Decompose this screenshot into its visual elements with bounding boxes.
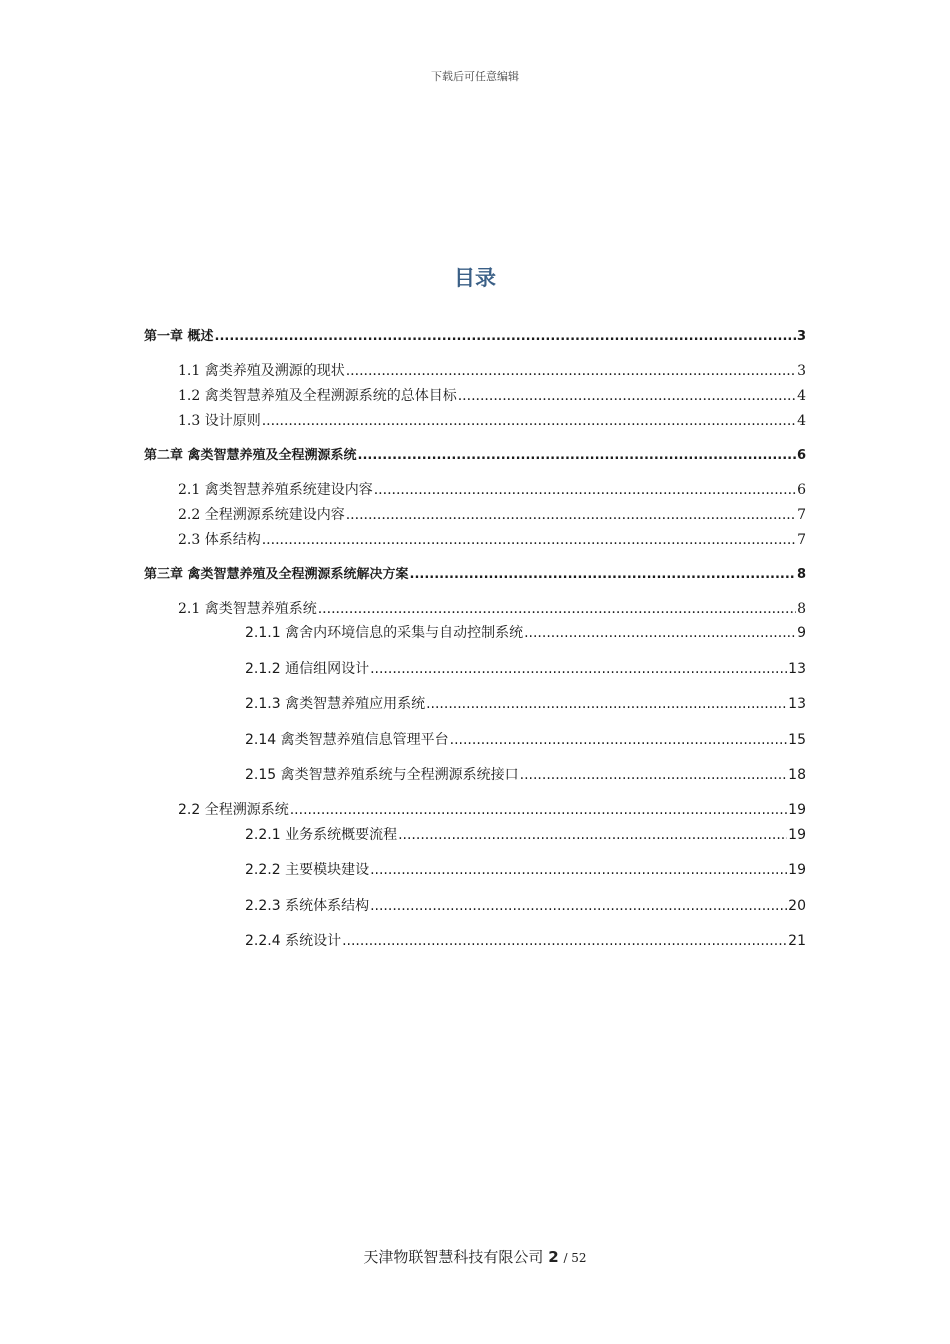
toc-leader-dots: [370, 661, 787, 677]
toc-entry-label: 2.2.2 主要模块建设: [245, 862, 370, 878]
toc-entry-2-2-1[interactable]: [245, 824, 806, 844]
toc-leader-dots: [458, 388, 796, 404]
toc-entry-label: 2.1 禽类智慧养殖系统: [178, 601, 317, 617]
toc-entry-page: 19: [788, 802, 806, 818]
toc-leader-dots: [370, 898, 787, 914]
toc-entry-page: 4: [797, 388, 806, 404]
toc-title: 目录: [454, 266, 496, 290]
toc-leader-dots: [358, 448, 796, 463]
toc-leader-dots: [262, 532, 796, 548]
toc-entry-page: 20: [788, 898, 806, 914]
toc-entry-page: 3: [797, 363, 806, 379]
toc-leader-dots: [450, 732, 788, 748]
toc-entry-3-2-2[interactable]: [178, 799, 806, 819]
toc-leader-dots: [262, 413, 796, 429]
toc-entry-label: 第二章 禽类智慧养殖及全程溯源系统: [144, 448, 357, 463]
toc-leader-dots: [346, 363, 796, 379]
toc-entry-label: 第一章 概述: [144, 329, 214, 344]
toc-entry-label: 1.1 禽类养殖及溯源的现状: [178, 363, 345, 379]
toc-entry-page: 4: [797, 413, 806, 429]
toc-entry-1-3[interactable]: [178, 410, 806, 430]
toc-entry-label: 2.1 禽类智慧养殖系统建设内容: [178, 482, 373, 498]
toc-entry-page: 8: [796, 567, 806, 582]
toc-entry-label: 2.15 禽类智慧养殖系统与全程溯源系统接口: [245, 767, 519, 783]
toc-entry-2-3[interactable]: [178, 529, 806, 549]
toc-entry-2-14[interactable]: [245, 729, 806, 749]
toc-entry-label: 2.1.2 通信组网设计: [245, 661, 370, 677]
toc-entry-label: 2.14 禽类智慧养殖信息管理平台: [245, 732, 449, 748]
footer-company: 天津物联智慧科技有限公司: [363, 1248, 544, 1266]
toc-entry-2-1[interactable]: [178, 479, 806, 499]
toc-entry-label: 第三章 禽类智慧养殖及全程溯源系统解决方案: [144, 567, 409, 582]
toc-entry-2-15[interactable]: [245, 764, 806, 784]
toc-entry-page: 9: [797, 625, 806, 641]
toc-leader-dots: [290, 802, 787, 818]
toc-leader-dots: [374, 482, 796, 498]
toc-leader-dots: [426, 696, 787, 712]
toc-leader-dots: [318, 601, 796, 617]
toc-entry-2-1-3[interactable]: [245, 693, 806, 713]
toc-entry-1-2[interactable]: [178, 385, 806, 405]
toc-entry-label: 2.2.1 业务系统概要流程: [245, 827, 398, 843]
toc-entry-chapter-2[interactable]: [144, 444, 806, 463]
toc-entry-1-1[interactable]: [178, 360, 806, 380]
toc-entry-page: 6: [796, 448, 806, 463]
toc-leader-dots: [410, 567, 796, 582]
toc-entry-2-2-4[interactable]: [245, 930, 806, 950]
page-footer: [0, 1246, 950, 1267]
toc-leader-dots: [520, 767, 788, 783]
header-note: 下载后可任意编辑: [431, 70, 519, 83]
toc-entry-page: 18: [788, 767, 806, 783]
toc-entry-label: 2.1.1 禽舍内环境信息的采集与自动控制系统: [245, 625, 524, 641]
toc-entry-page: 7: [797, 507, 806, 523]
toc-entry-page: 13: [788, 696, 806, 712]
toc-entry-2-1-1[interactable]: [245, 622, 806, 642]
footer-total-pages: / 52: [563, 1251, 587, 1265]
toc-leader-dots: [346, 507, 796, 523]
toc-entry-page: 3: [796, 329, 806, 344]
toc-entry-label: 2.2.3 系统体系结构: [245, 898, 370, 914]
toc-entry-label: 2.1.3 禽类智慧养殖应用系统: [245, 696, 426, 712]
toc-leader-dots: [370, 862, 787, 878]
toc-entry-label: 2.2 全程溯源系统建设内容: [178, 507, 345, 523]
toc-entry-page: 15: [788, 732, 806, 748]
toc-entry-label: 2.3 体系结构: [178, 532, 261, 548]
toc-entry-2-2[interactable]: [178, 504, 806, 524]
toc-entry-chapter-1[interactable]: [144, 325, 806, 344]
toc-entry-label: 1.3 设计原则: [178, 413, 261, 429]
toc-entry-2-2-3[interactable]: [245, 895, 806, 915]
toc-entry-label: 2.2 全程溯源系统: [178, 802, 289, 818]
toc-entry-page: 8: [797, 601, 806, 617]
toc-entry-page: 6: [797, 482, 806, 498]
toc-entry-page: 19: [788, 827, 806, 843]
toc-entry-2-2-2[interactable]: [245, 859, 806, 879]
toc-entry-2-1-2[interactable]: [245, 658, 806, 678]
toc-entry-page: 21: [788, 933, 806, 949]
toc-entry-3-2-1[interactable]: [178, 598, 806, 618]
toc-leader-dots: [215, 329, 796, 344]
toc-leader-dots: [398, 827, 787, 843]
footer-current-page: 2: [548, 1248, 559, 1266]
toc-entry-label: 1.2 禽类智慧养殖及全程溯源系统的总体目标: [178, 388, 457, 404]
toc-entry-chapter-3[interactable]: [144, 563, 806, 582]
toc-leader-dots: [524, 625, 796, 641]
toc-entry-label: 2.2.4 系统设计: [245, 933, 342, 949]
toc-leader-dots: [342, 933, 787, 949]
toc-entry-page: 7: [797, 532, 806, 548]
toc-entry-page: 13: [788, 661, 806, 677]
toc-entry-page: 19: [788, 862, 806, 878]
